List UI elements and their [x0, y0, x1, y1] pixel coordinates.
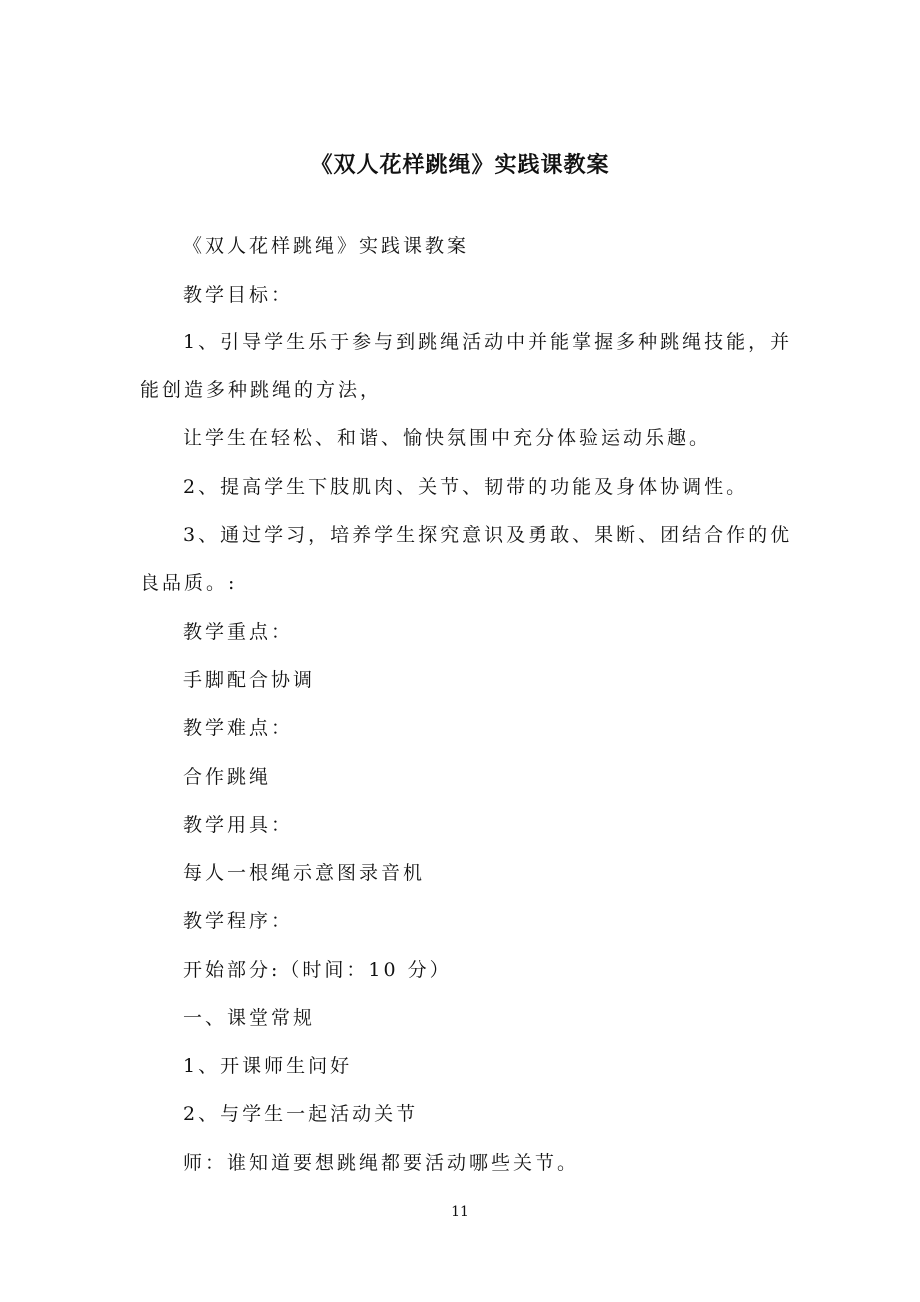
- paragraph-line: 教学用具：: [183, 814, 294, 836]
- paragraph-line: 教学难点：: [183, 717, 294, 739]
- paragraph-line: 开始部分:（时间：10 分）: [183, 959, 452, 981]
- paragraph-line: 2、与学生一起活动关节: [183, 1103, 419, 1125]
- paragraph-line: 让学生在轻松、和谐、愉快氛围中充分体验运动乐趣。: [183, 427, 712, 449]
- paragraph-line: 良品质。:: [140, 572, 238, 594]
- paragraph-line: 教学程序：: [183, 910, 294, 932]
- paragraph-line: 教学重点：: [183, 621, 294, 643]
- page-number: 11: [451, 1204, 469, 1220]
- paragraph-line: 1、引导学生乐于参与到跳绳活动中并能掌握多种跳绳技能，并: [183, 331, 793, 353]
- paragraph-line: 师：谁知道要想跳绳都要活动哪些关节。: [183, 1152, 580, 1174]
- document-title: 《双人花样跳绳》实践课教案: [310, 153, 610, 178]
- paragraph-line: 每人一根绳示意图录音机: [183, 862, 426, 884]
- paragraph-line: 能创造多种跳绳的方法，: [140, 379, 383, 401]
- paragraph-line: 一、课堂常规: [183, 1007, 316, 1029]
- paragraph-line: 《双人花样跳绳》实践课教案: [183, 235, 470, 257]
- paragraph-line: 合作跳绳: [183, 766, 272, 788]
- paragraph-line: 手脚配合协调: [183, 669, 316, 691]
- paragraph-line: 3、通过学习，培养学生探究意识及勇敢、果断、团结合作的优: [183, 524, 793, 546]
- paragraph-line: 教学目标：: [183, 284, 294, 306]
- paragraph-line: 1、开课师生问好: [183, 1055, 353, 1077]
- paragraph-line: 2、提高学生下肢肌肉、关节、韧带的功能及身体协调性。: [183, 476, 749, 498]
